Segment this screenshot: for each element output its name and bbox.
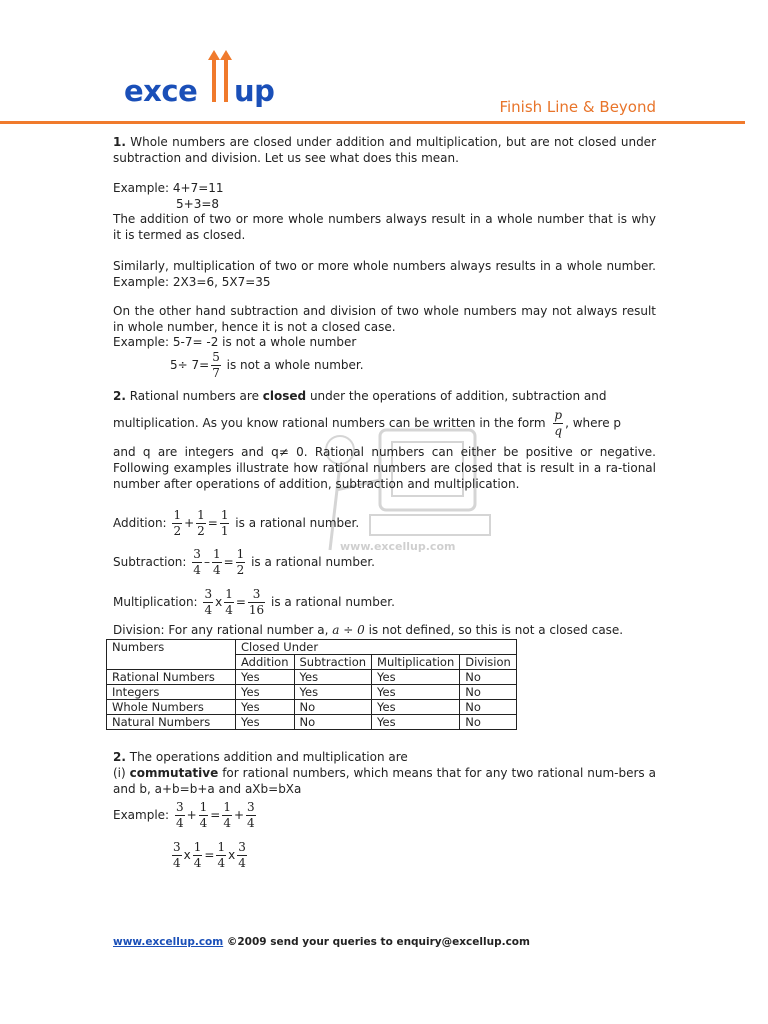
- s1-div-pre: 5÷ 7=: [170, 358, 210, 372]
- table-row: [107, 715, 517, 730]
- op: x: [228, 848, 236, 862]
- s2-t4: , where p: [565, 416, 622, 430]
- cell: Yes: [236, 670, 295, 685]
- div-post: is not defined, so this is not a closed case.: [364, 623, 624, 637]
- frac-den: 4: [193, 856, 202, 870]
- fraction: [246, 800, 256, 831]
- frac-num: 1: [236, 547, 245, 561]
- fraction: [211, 350, 221, 381]
- tail: is a rational number.: [231, 516, 360, 530]
- s3-t2: (i): [113, 766, 130, 780]
- frac-num: 1: [199, 800, 208, 814]
- op: x: [215, 595, 223, 609]
- frac-num: p: [554, 408, 563, 422]
- s1-addition-text: The addition of two or more whole numbers always result in a whole number that is why it is termed as closed.: [113, 212, 656, 242]
- tagline: Finish Line & Beyond: [499, 98, 656, 116]
- frac-num: 1: [220, 508, 229, 522]
- fraction: [172, 508, 182, 539]
- s1-text: Whole numbers are closed under addition and multiplication, but are not closed under subtraction and division. Let us see what does this mean.: [113, 135, 656, 165]
- op: =: [210, 808, 221, 822]
- fraction: [224, 587, 234, 618]
- frac-num: 1: [223, 800, 231, 814]
- op: =: [223, 555, 234, 569]
- logo-text-left: exce: [124, 74, 198, 108]
- fraction: [236, 547, 246, 578]
- fraction: [248, 587, 265, 618]
- label: Example:: [113, 808, 170, 822]
- table-col-division: Division: [460, 655, 517, 670]
- row-name: Rational Numbers: [107, 670, 236, 685]
- s2-division: [113, 622, 623, 638]
- cell: No: [294, 700, 372, 715]
- frac-den: 7: [212, 366, 220, 380]
- frac-den: 2: [236, 563, 245, 577]
- cell: No: [460, 670, 517, 685]
- s2-t1: Rational numbers are: [125, 389, 263, 403]
- cell: Yes: [294, 670, 372, 685]
- watermark-text: www.excellup.com: [340, 540, 456, 553]
- s3-num: 2.: [113, 750, 126, 764]
- frac-num: 3: [204, 587, 213, 601]
- fraction: [193, 840, 203, 871]
- s2-multiplication: [113, 587, 395, 618]
- frac-num: 1: [173, 508, 182, 522]
- footer: [113, 936, 530, 948]
- row-name: Integers: [107, 685, 236, 700]
- s2-subtraction: [113, 547, 375, 578]
- cell: No: [460, 685, 517, 700]
- cell: No: [294, 715, 372, 730]
- frac-den: q: [554, 424, 563, 438]
- frac-den: 4: [199, 816, 208, 830]
- s2-line1: [113, 388, 606, 404]
- s2-para: and q are integers and q≠ 0. Rational numbers can either be positive or negative. Following examples illustrate how rational numbers are closed that is result in a ra-tional number after operations of addition, subtraction and multiplication.: [113, 445, 656, 491]
- s1-div-post: is not a whole number.: [222, 358, 364, 372]
- s3-line1: [113, 749, 408, 765]
- s1-mult-text: Similarly, multiplication of two or more whole numbers always results in a whole number. Example: 2X3=6, 5X7=35: [113, 259, 656, 289]
- frac-den: 4: [212, 563, 221, 577]
- header-rule: [0, 121, 745, 124]
- op: =: [235, 595, 246, 609]
- s1-sub-text: On the other hand subtraction and division of two whole numbers may not always result in whole number, hence it is not a closed case.: [113, 304, 656, 334]
- op: –: [203, 555, 210, 569]
- s1-example-2: 5+3=8: [176, 197, 220, 211]
- frac-den: 4: [247, 816, 255, 830]
- frac-num: 1: [197, 508, 205, 522]
- op: x: [183, 848, 191, 862]
- table-row: [107, 670, 517, 685]
- frac-num: 1: [212, 547, 221, 561]
- label: Subtraction:: [113, 555, 187, 569]
- frac-num: 5: [212, 350, 220, 364]
- s1-sub-example: Example: 5-7= -2 is not a whole number: [113, 335, 357, 349]
- cell: Yes: [372, 685, 460, 700]
- frac-den: 4: [225, 603, 233, 617]
- frac-num: 1: [225, 587, 233, 601]
- frac-den: 2: [197, 524, 205, 538]
- frac-den: 4: [173, 856, 181, 870]
- label: Addition:: [113, 516, 167, 530]
- fraction: [199, 800, 209, 831]
- fraction: [222, 800, 232, 831]
- frac-den: 1: [220, 524, 229, 538]
- cell: Yes: [236, 715, 295, 730]
- table-header-numbers: Numbers: [107, 640, 236, 670]
- frac-den: 4: [217, 856, 226, 870]
- cell: Yes: [372, 670, 460, 685]
- fraction: [237, 840, 247, 871]
- fraction: [172, 840, 182, 871]
- s1-example: Example: 4+7=11: [113, 181, 224, 195]
- s3-para: [113, 765, 656, 797]
- frac-den: 16: [248, 603, 265, 617]
- fraction: [216, 840, 226, 871]
- closure-table: [106, 639, 517, 730]
- op: +: [233, 808, 245, 822]
- frac-num: 3: [248, 587, 265, 603]
- fraction-p-q: [553, 408, 563, 439]
- frac-num: 3: [173, 840, 181, 854]
- footer-link[interactable]: www.excellup.com: [113, 936, 224, 948]
- s2-line2: [113, 408, 621, 439]
- frac-num: 3: [175, 800, 184, 814]
- frac-num: 1: [193, 840, 202, 854]
- frac-num: 3: [238, 840, 246, 854]
- fraction: [203, 587, 213, 618]
- fraction: [192, 547, 202, 578]
- frac-num: 3: [193, 547, 201, 561]
- cell: Yes: [372, 715, 460, 730]
- footer-text: ©2009 send your queries to enquiry@excellup.com: [223, 936, 530, 948]
- fraction: [212, 547, 222, 578]
- frac-den: 4: [223, 816, 231, 830]
- row-name: Whole Numbers: [107, 700, 236, 715]
- op: +: [186, 808, 197, 822]
- s2-closed: closed: [262, 389, 307, 403]
- op: =: [204, 848, 215, 862]
- div-expr: a ÷ 0: [332, 623, 365, 637]
- table-row: [107, 700, 517, 715]
- cell: Yes: [236, 700, 295, 715]
- s3-comm: commutative: [129, 766, 219, 780]
- s2-t3: multiplication. As you know rational numbers can be written in the form: [113, 416, 546, 430]
- cell: Yes: [372, 700, 460, 715]
- s3-example-add: [113, 800, 258, 831]
- table-col-subtraction: Subtraction: [294, 655, 372, 670]
- s3-example-mul: [170, 840, 249, 871]
- tail: is a rational number.: [267, 595, 395, 609]
- frac-den: 4: [193, 563, 201, 577]
- s1-num: 1.: [113, 135, 126, 149]
- div-pre: Division: For any rational number a,: [113, 623, 329, 637]
- cell: Yes: [236, 685, 295, 700]
- table-col-multiplication: Multiplication: [372, 655, 460, 670]
- fraction: [220, 508, 230, 539]
- cell: No: [460, 715, 517, 730]
- frac-den: 4: [175, 816, 184, 830]
- label: Multiplication:: [113, 595, 198, 609]
- frac-num: 1: [217, 840, 226, 854]
- table-header-row: [107, 640, 517, 655]
- row-name: Natural Numbers: [107, 715, 236, 730]
- s3-t3: for rational numbers, which means that for any two rational num-bers a and b, a+b=b+a and aXb=bXa: [113, 766, 656, 796]
- s1-intro: [113, 134, 656, 166]
- frac-den: 4: [204, 603, 213, 617]
- logo-text-right: up: [234, 74, 275, 108]
- table-row: [107, 685, 517, 700]
- frac-den: 4: [238, 856, 246, 870]
- frac-num: 3: [247, 800, 255, 814]
- s3-t1: The operations addition and multiplication are: [125, 750, 408, 764]
- op: =: [207, 516, 218, 530]
- op: +: [184, 516, 195, 530]
- fraction: [175, 800, 185, 831]
- s2-addition: [113, 508, 359, 539]
- logo-arrows-icon: [208, 50, 232, 102]
- cell: Yes: [294, 685, 372, 700]
- s1-div-example: [170, 350, 364, 381]
- table-col-addition: Addition: [236, 655, 295, 670]
- s2-t2: under the operations of addition, subtraction and: [306, 389, 607, 403]
- table-header-closed: Closed Under: [236, 640, 517, 655]
- cell: No: [460, 700, 517, 715]
- fraction: [196, 508, 206, 539]
- frac-den: 2: [173, 524, 182, 538]
- tail: is a rational number.: [247, 555, 375, 569]
- s2-num: 2.: [113, 389, 126, 403]
